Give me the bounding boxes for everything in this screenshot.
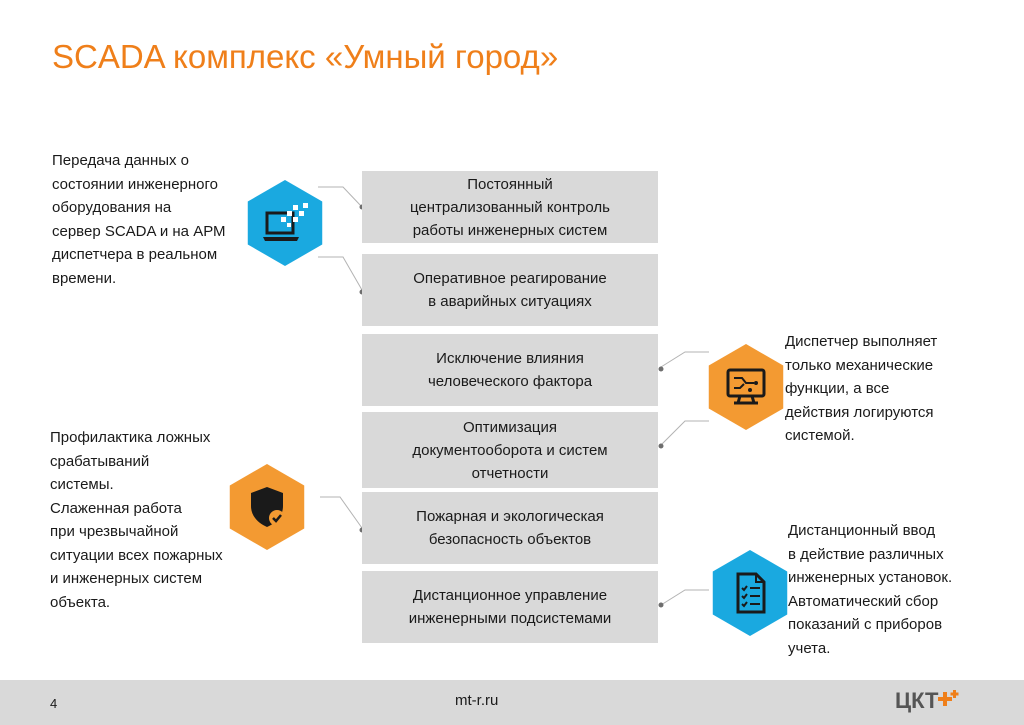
feature-box-response bbox=[362, 254, 658, 326]
feature-box-documents bbox=[362, 412, 658, 488]
feature-box-control bbox=[362, 171, 658, 243]
feature-box-remote-control bbox=[362, 571, 658, 643]
connector-line bbox=[661, 421, 709, 445]
page-number: 4 bbox=[50, 696, 58, 711]
slide-title: SCADA комплекс «Умный город» bbox=[52, 38, 559, 75]
connector-line bbox=[661, 590, 709, 605]
feature-box-label: Исключение влияния человеческого фактора bbox=[427, 350, 593, 390]
connector-line bbox=[318, 257, 362, 290]
feature-box-safety bbox=[362, 492, 658, 564]
right-text-remote-input: Дистанционный ввод в действие различных инженерных установок. Автоматический сбор показаний с приборов учета. bbox=[788, 522, 953, 657]
connector-dot bbox=[659, 444, 664, 449]
connector-dot bbox=[659, 603, 664, 608]
right-text-dispatcher: Диспетчер выполняет только механические функции, а все действия логируются системой. bbox=[785, 333, 938, 444]
footer-site-link[interactable]: mt-r.ru bbox=[455, 692, 499, 709]
logo-text: ЦКТ bbox=[895, 688, 939, 713]
feature-box-label: Дистанционное управление инженерными подсистемами bbox=[408, 587, 612, 627]
left-text-prevention: Профилактика ложных срабатываний системы. Слаженная работа при чрезвычайной ситуации всех пожарных и инженерных систем объекта. bbox=[50, 429, 223, 611]
feature-box-label: Оптимизация документооборота и систем отчетности bbox=[412, 418, 608, 482]
footer-bar bbox=[0, 680, 1024, 725]
connector-line bbox=[318, 187, 362, 207]
connector-line bbox=[320, 497, 362, 528]
connector-line bbox=[661, 352, 709, 367]
feature-box-label: Пожарная и экологическая безопасность объектов bbox=[416, 508, 604, 548]
feature-box-human-factor bbox=[362, 334, 658, 406]
left-text-data-transfer: Передача данных о состоянии инженерного оборудования на сервер SCADA и на АРМ диспетчера в реальном времени. bbox=[52, 152, 226, 287]
feature-box-label: Постоянный централизованный контроль работы инженерных систем bbox=[410, 175, 610, 239]
feature-box-label: Оперативное реагирование в аварийных ситуациях bbox=[413, 270, 607, 310]
connector-dot bbox=[659, 367, 664, 372]
company-logo bbox=[895, 688, 961, 719]
